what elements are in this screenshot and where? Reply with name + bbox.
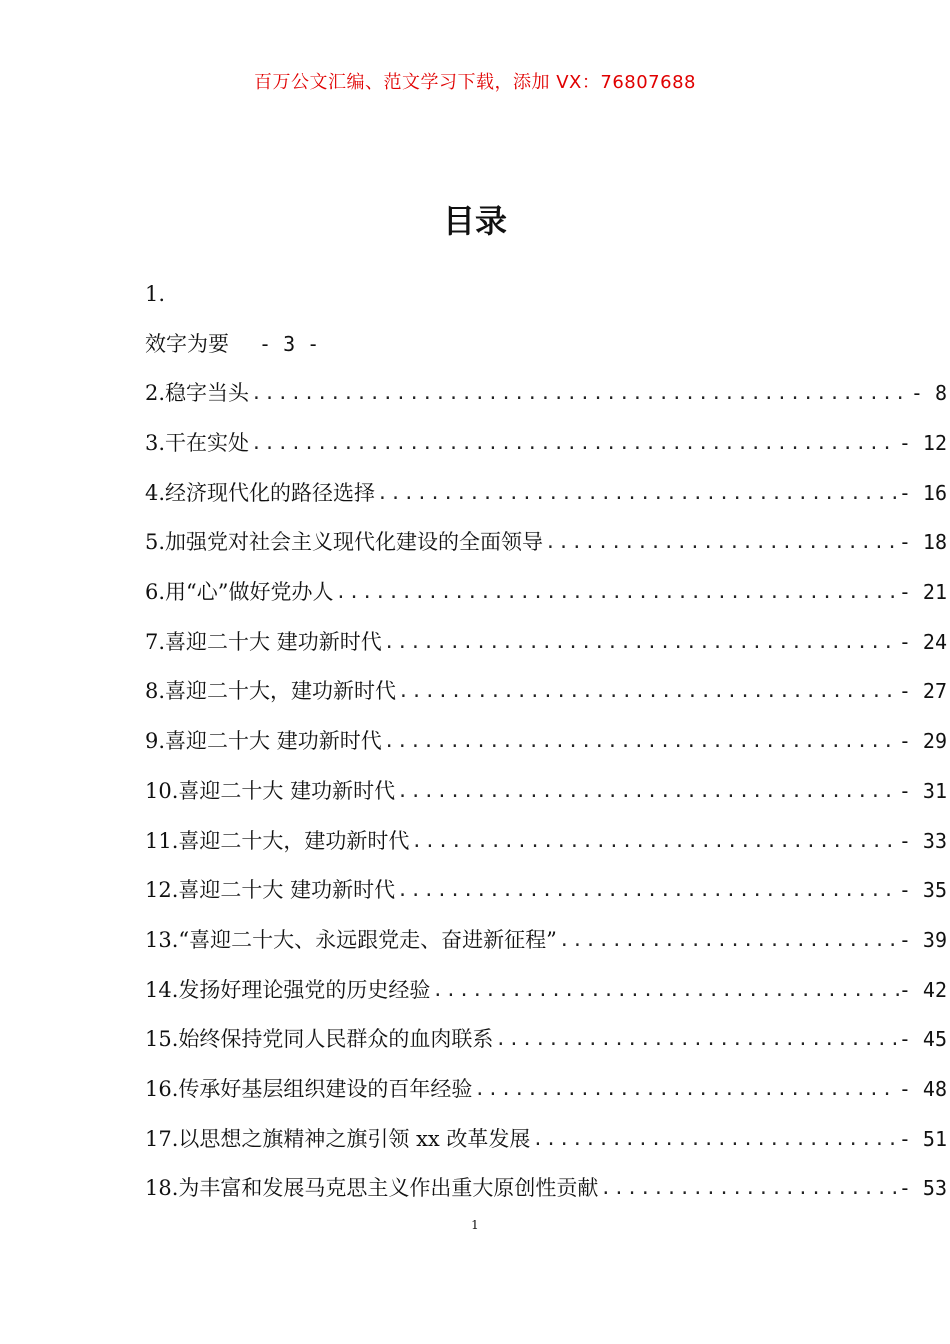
toc-entry-label: 5.加强党对社会主义现代化建设的全面领导 (145, 530, 544, 555)
header-banner: 百万公文汇编、范文学习下载，添加 VX：76807688 (254, 72, 696, 93)
toc-entry-page: - 21 (898, 580, 947, 605)
dot-leader (334, 568, 899, 618)
dot-leader (409, 817, 898, 867)
toc-entry-page: - 31 (898, 778, 947, 803)
table-of-contents (145, 270, 947, 1214)
toc-entry[interactable] (145, 1115, 947, 1165)
page-title: 目录 (442, 202, 507, 240)
toc-entry[interactable] (145, 618, 947, 668)
toc-entry-label: 2.稳字当头 (145, 381, 250, 406)
dot-leader (395, 767, 899, 817)
toc-entry-label: 效字为要 (145, 331, 229, 356)
toc-entry-label: 3.干在实处 (145, 431, 250, 456)
toc-entry[interactable] (145, 866, 947, 916)
toc-entry[interactable] (145, 916, 947, 966)
toc-entry[interactable] (145, 518, 947, 568)
toc-entry[interactable] (145, 320, 947, 370)
dot-leader (543, 518, 899, 568)
dot-leader (557, 916, 899, 966)
toc-entry-page: - 42 (898, 977, 947, 1002)
toc-entry[interactable] (145, 369, 947, 419)
toc-entry[interactable] (145, 419, 947, 469)
toc-entry-label: 6.用“心”做好党办人 (145, 580, 334, 605)
page-number: 1 (471, 1218, 479, 1232)
dot-leader (396, 668, 899, 718)
toc-entry-label: 12.喜迎二十大 建功新时代 (145, 878, 396, 903)
toc-entry-label: 7.喜迎二十大 建功新时代 (145, 629, 382, 654)
toc-entry[interactable] (145, 767, 947, 817)
toc-entry-page: - 35 (898, 878, 947, 903)
toc-entry-label: 16.传承好基层组织建设的百年经验 (145, 1076, 473, 1101)
toc-entry-page: - 12 (898, 431, 947, 456)
dot-leader (382, 717, 899, 767)
toc-entry[interactable] (145, 817, 947, 867)
toc-entry-label: 14.发扬好理论强党的历史经验 (145, 977, 431, 1002)
dot-leader (430, 966, 898, 1016)
toc-entry[interactable] (145, 717, 947, 767)
dot-leader (395, 866, 899, 916)
toc-entry-page: - 53 (898, 1176, 947, 1201)
dot-leader (375, 469, 899, 519)
toc-entry[interactable] (145, 1065, 947, 1115)
toc-entry-page: - 16 (898, 480, 947, 505)
dot-leader (493, 1015, 898, 1065)
dot-leader (249, 369, 911, 419)
dot-leader (530, 1115, 898, 1165)
toc-entry-label: 4.经济现代化的路径选择 (145, 480, 376, 505)
dot-leader (249, 419, 899, 469)
toc-entry-label: 8.喜迎二十大，建功新时代 (145, 679, 397, 704)
toc-entry-page: - 39 (898, 927, 947, 952)
toc-entry[interactable] (145, 469, 947, 519)
dot-leader (598, 1164, 898, 1214)
toc-entry-page: - 45 (898, 1027, 947, 1052)
toc-entry[interactable] (145, 270, 947, 320)
toc-entry-label: 11.喜迎二十大，建功新时代 (145, 828, 410, 853)
toc-entry[interactable] (145, 966, 947, 1016)
toc-entry-page: - 29 (898, 729, 947, 754)
toc-entry-label: 18.为丰富和发展马克思主义作出重大原创性贡献 (145, 1176, 599, 1201)
toc-entry-page: - 8 (910, 381, 947, 406)
toc-entry-label: 15.始终保持党同人民群众的血肉联系 (145, 1027, 494, 1052)
toc-entry-label: 9.喜迎二十大 建功新时代 (145, 729, 382, 754)
toc-entry-label: 13.“喜迎二十大、永远跟党走、奋进新征程” (145, 927, 557, 952)
dot-leader (382, 618, 899, 668)
toc-entry-page: - 33 (898, 828, 947, 853)
toc-entry[interactable] (145, 668, 947, 718)
toc-entry-page: - 18 (898, 530, 947, 555)
toc-entry-label: 1. (145, 281, 166, 306)
toc-entry-page: - 24 (898, 629, 947, 654)
toc-entry-label: 17.以思想之旗精神之旗引领 xx 改革发展 (145, 1126, 531, 1151)
toc-entry-page: - 51 (898, 1126, 947, 1151)
toc-entry-page: - 48 (898, 1076, 947, 1101)
toc-entry[interactable] (145, 1015, 947, 1065)
toc-entry[interactable] (145, 568, 947, 618)
dot-leader (472, 1065, 898, 1115)
toc-entry-page: - 27 (898, 679, 947, 704)
toc-entry-page: - 3 - (259, 331, 320, 356)
toc-entry-label: 10.喜迎二十大 建功新时代 (145, 778, 396, 803)
toc-entry[interactable] (145, 1164, 947, 1214)
